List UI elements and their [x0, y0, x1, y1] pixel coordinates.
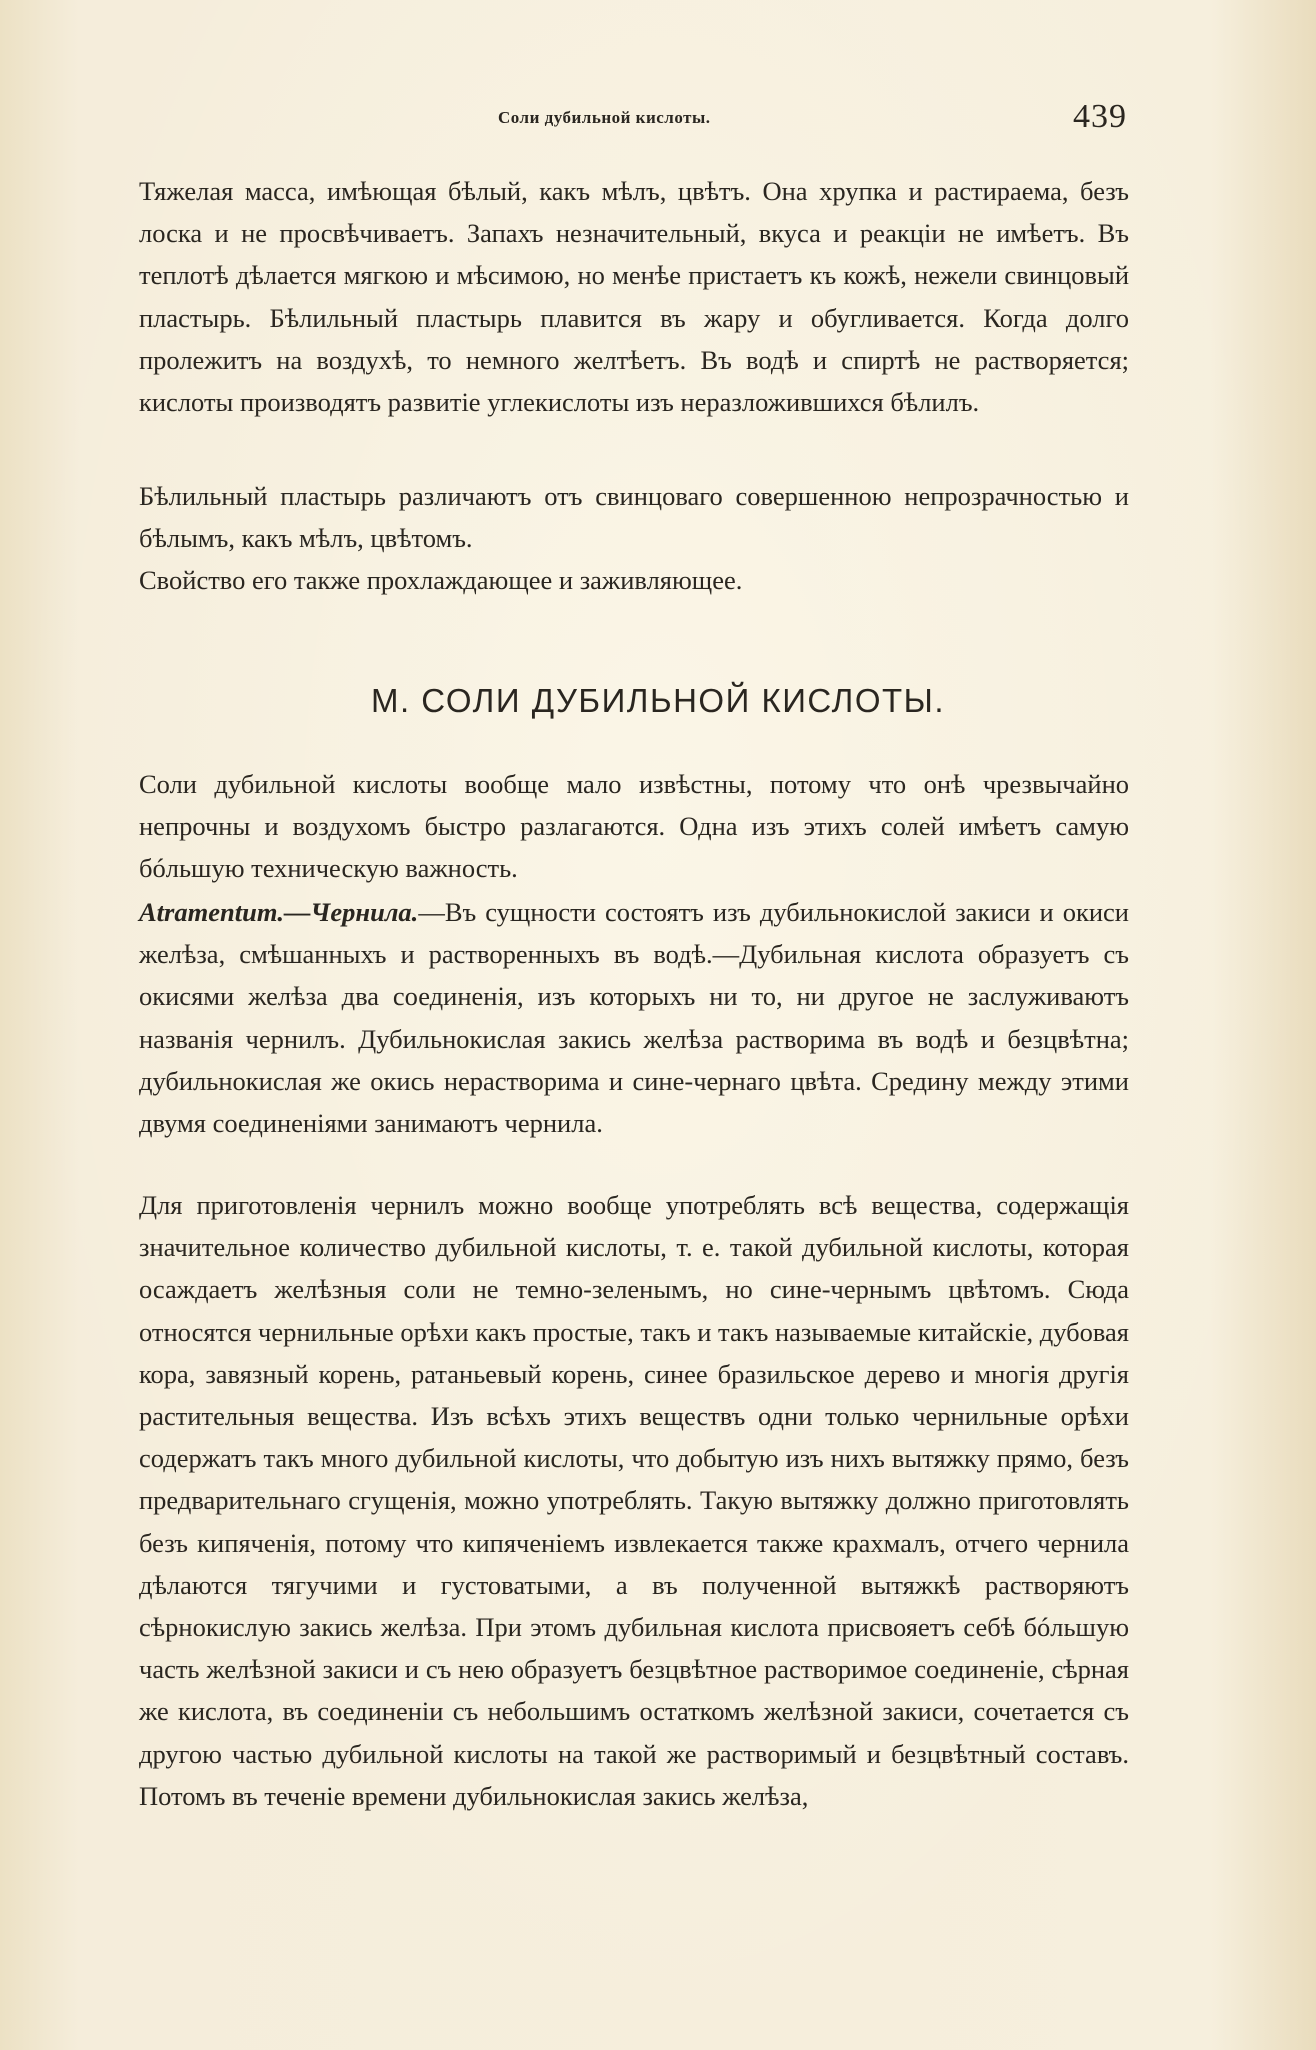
paragraph-text: Свойство его также прохлаждающее и заживляющее.	[139, 565, 743, 595]
paragraph-distinguishing	[139, 475, 1129, 559]
paragraph-rest: —Въ сущности состоятъ изъ дубильнокислой закиси и окиси желѣза, смѣшанныхъ и растворенныхъ въ водѣ.—Дубильная кислота образуетъ съ окисями желѣза два соединенія, изъ которыхъ ни то, ни другое не заслуживаютъ названія чернилъ. Дубильнокислая закись желѣза растворима въ водѣ и безцвѣтна; дубильнокислая же окись нерастворима и сине-чернаго цвѣта. Средину между этими двумя соединеніями занимаютъ чернила.	[139, 897, 1129, 1139]
paragraph-white-lead-plaster-properties	[139, 170, 1129, 423]
running-title: Соли дубильной кислоты.	[498, 108, 711, 127]
paragraph-text: Для приготовленія чернилъ можно вообще употреблять всѣ вещества, содержащія значительное количество дубильной кислоты, т. е. такой дубильной кислоты, которая осаждаетъ желѣзныя соли не темно-зеленымъ, но сине-чернымъ цвѣтомъ. Сюда относятся чернильные орѣхи какъ простые, такъ и такъ называемые китайскіе, дубовая кора, завязный корень, ратаньевый корень, синее бразильское дерево и многія другія растительныя вещества. Изъ всѣхъ этихъ веществъ одни только чернильные орѣхи содержатъ такъ много дубильной кислоты, что добытую изъ нихъ вытяжку прямо, безъ предварительнаго сгущенія, можно употреблять. Такую вытяжку должно приготовлять безъ кипяченія, потому что кипяченіемъ извлекается также крахмалъ, отчего чернила дѣлаются тягучими и густоватыми, а въ полученной вытяжкѣ растворяютъ сѣрнокислую закись желѣза. При этомъ дубильная кислота присвояетъ себѣ бóльшую часть желѣзной закиси и съ нею образуетъ безцвѣтное растворимое соединеніе, сѣрная же кислота, въ соединеніи съ небольшимъ остаткомъ желѣзной закиси, сочетается съ другою частью дубильной кислоты на такой же растворимый и безцвѣтный составъ. Потомъ въ теченіе времени дубильнокислая закись желѣза,	[139, 1190, 1129, 1811]
section-heading: М. СОЛИ ДУБИЛЬНОЙ КИСЛОТЫ.	[370, 682, 946, 719]
term-atramentum: Atramentum.—Чернила.	[139, 897, 419, 927]
paragraph-property	[139, 559, 1129, 601]
paragraph-text: Тяжелая масса, имѣющая бѣлый, какъ мѣлъ, цвѣтъ. Она хрупка и растираема, безъ лоска и не просвѣчиваетъ. Запахъ незначительный, вкуса и реакціи не имѣетъ. Въ теплотѣ дѣлается мягкою и мѣсимою, но менѣе пристаетъ къ кожѣ, нежели свинцовый пластырь. Бѣлильный пластырь плавится въ жару и обугливается. Когда долго пролежитъ на воздухѣ, то немного желтѣетъ. Въ водѣ и спиртѣ не растворяется; кислоты производятъ развитіе углекислоты изъ неразложившихся бѣлилъ.	[139, 176, 1129, 418]
paragraph-text: Бѣлильный пластырь различаютъ отъ свинцоваго совершенною непрозрачностью и бѣлымъ, какъ мѣлъ, цвѣтомъ.	[139, 481, 1129, 554]
paragraph-ink-preparation	[139, 1184, 1129, 1817]
paragraph-tannate-salts-intro	[139, 763, 1129, 890]
paragraph-text: Соли дубильной кислоты вообще мало извѣстны, потому что онѣ чрезвычайно непрочны и воздухомъ быстро разлагаются. Одна изъ этихъ солей имѣетъ самую бóльшую техническую важность.	[139, 769, 1129, 884]
paragraph-text	[139, 891, 1129, 1144]
paragraph-atramentum	[139, 891, 1129, 1144]
page-number: 439	[1073, 98, 1127, 135]
page-header	[0, 98, 1316, 148]
